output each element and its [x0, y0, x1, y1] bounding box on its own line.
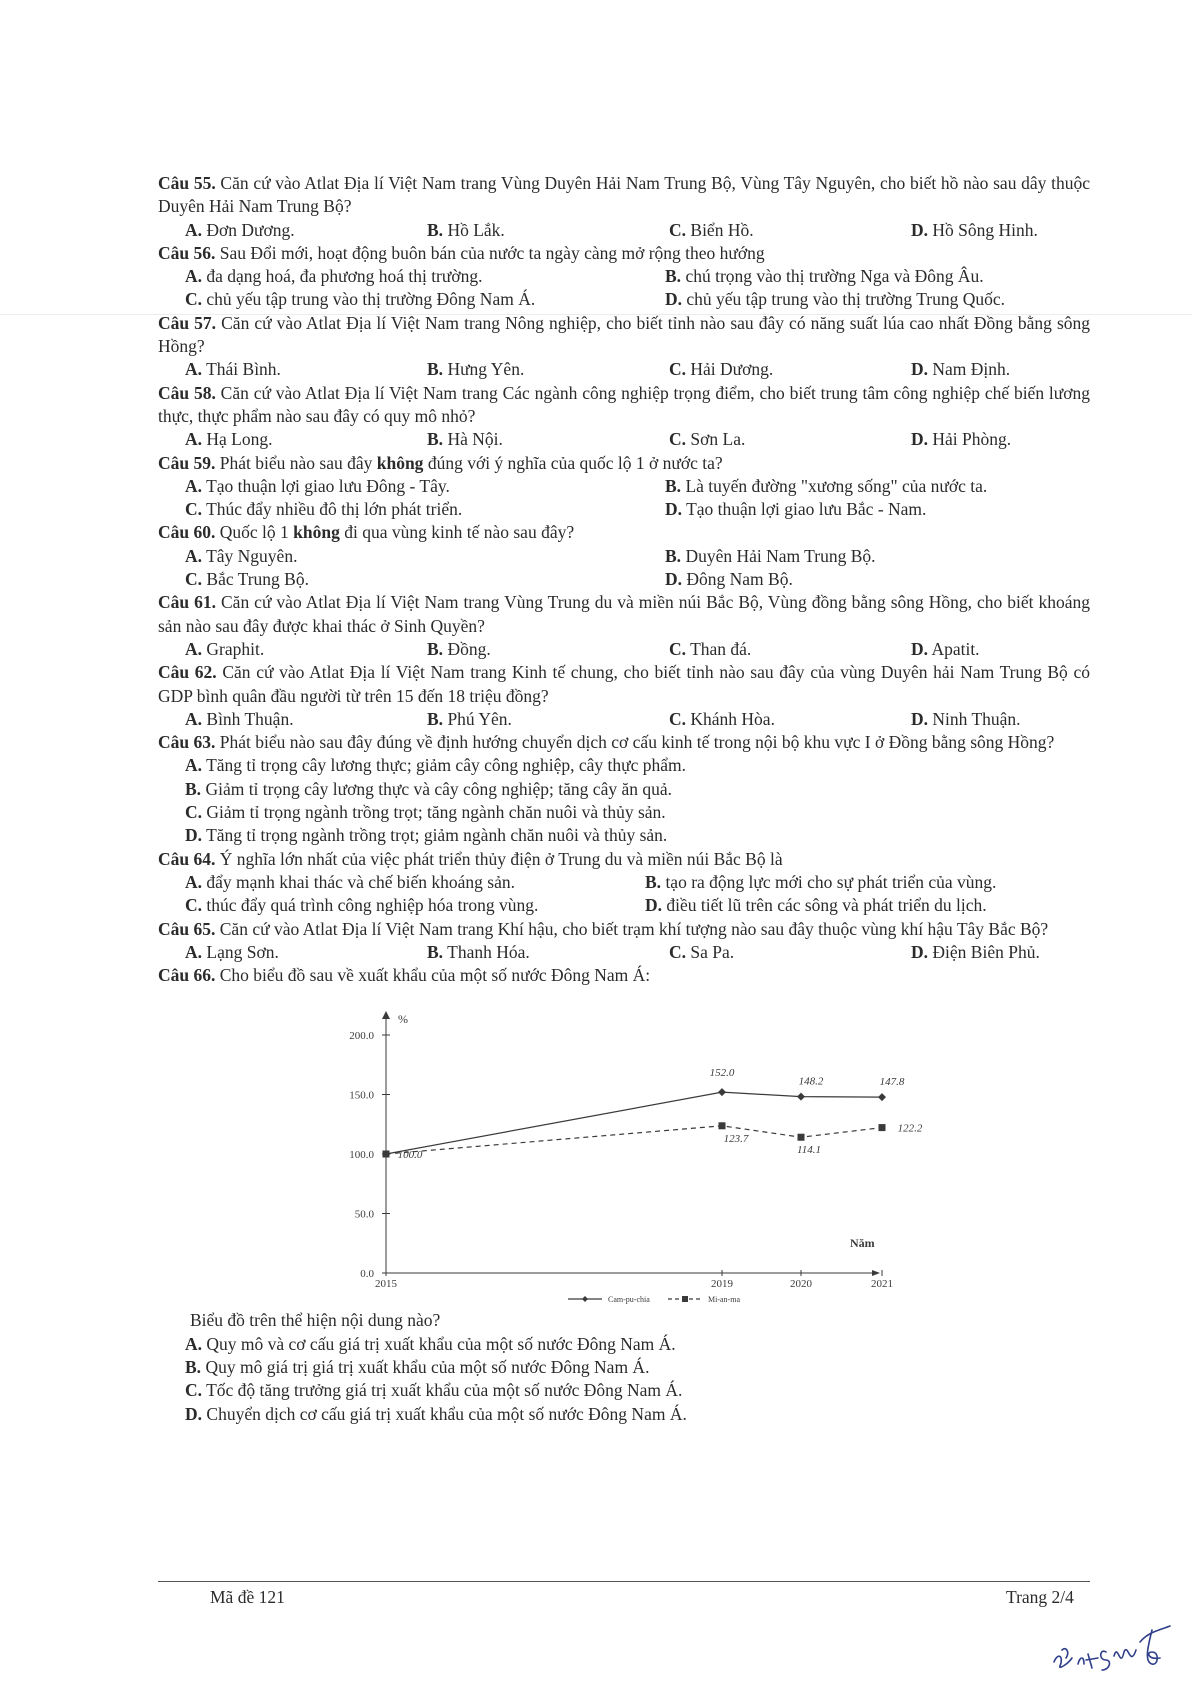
- y-tick-label: 0.0: [360, 1268, 374, 1281]
- question-stem-end: đúng với ý nghĩa của quốc lộ 1 ở nước ta?: [427, 452, 723, 473]
- option-a[interactable]: A. Bình Thuận.: [185, 708, 294, 729]
- x-tick-label: 2019: [711, 1278, 733, 1291]
- option-d[interactable]: D. Apatit.: [911, 638, 980, 659]
- answer-options: [158, 265, 1090, 312]
- x-tick-label: 2020: [790, 1278, 812, 1291]
- y-tick-label: 150.0: [349, 1089, 374, 1102]
- question-number: Câu 59.: [158, 452, 216, 473]
- y-tick-label: 200.0: [349, 1030, 374, 1043]
- legend-marker-mi-an-ma: [682, 1296, 688, 1302]
- x-axis-title: Năm: [850, 1236, 875, 1251]
- option-b[interactable]: B. Duyên Hải Nam Trung Bộ.: [665, 545, 876, 566]
- exam-code: Mã đề 121: [210, 1587, 285, 1607]
- question-number: Câu 57.: [158, 312, 217, 333]
- data-label: 147.8: [879, 1076, 905, 1089]
- chart-block: [158, 987, 1090, 1309]
- option-a[interactable]: A. Hạ Long.: [185, 429, 273, 450]
- handwritten-signature: [1048, 1612, 1178, 1676]
- question-stem: Căn cứ vào Atlat Địa lí Việt Nam trang Vùng Trung du và miền núi Bắc Bộ, Vùng đồng bằng sông Hồng, cho biết khoáng sản nào sau đây được khai thác ở Sinh Quyền?: [158, 592, 1091, 636]
- data-point-mi-an-ma: [383, 1151, 390, 1158]
- option-b[interactable]: B. tạo ra động lực mới cho sự phát triển của vùng.: [645, 871, 997, 892]
- question-stem: Căn cứ vào Atlat Địa lí Việt Nam trang Vùng Duyên Hải Nam Trung Bộ, Vùng Tây Nguyên, cho biết hồ nào sau dây thuộc Duyên Hải Nam Trung Bộ?: [158, 173, 1090, 217]
- option-c[interactable]: C. Biển Hồ.: [669, 219, 754, 240]
- question-number: Câu 64.: [158, 848, 216, 869]
- legend-marker-cam-pu-chia: [582, 1296, 588, 1302]
- option-c[interactable]: C. Sơn La.: [669, 429, 746, 450]
- y-tick-label: 50.0: [354, 1208, 374, 1221]
- data-label: 123.7: [723, 1133, 749, 1146]
- answer-options: [158, 358, 1090, 381]
- question-59: [158, 452, 1090, 522]
- option-d[interactable]: D. điều tiết lũ trên các sông và phát triển du lịch.: [645, 895, 987, 916]
- question-stem: Phát biểu nào sau đây: [219, 452, 373, 473]
- question-stem: Căn cứ vào Atlat Địa lí Việt Nam trang Các ngành công nghiệp trọng điểm, cho biết trung tâm công nghiệp chế biến lương thực, thực phẩm nào sau đây có quy mô nhỏ?: [158, 382, 1091, 426]
- y-tick-label: 100.0: [349, 1149, 374, 1162]
- question-62: [158, 661, 1090, 731]
- export-growth-chart: [158, 987, 1090, 1309]
- option-d[interactable]: D. Điện Biên Phủ.: [911, 941, 1040, 962]
- exam-content: [158, 172, 1090, 1426]
- option-c[interactable]: C. Than đá.: [669, 638, 752, 659]
- question-65: [158, 918, 1090, 965]
- data-label: 100.0: [397, 1149, 423, 1162]
- option-d[interactable]: D. Đông Nam Bộ.: [665, 569, 793, 590]
- option-b[interactable]: B. Phú Yên.: [427, 708, 512, 729]
- option-b[interactable]: B. Hồ Lắk.: [427, 219, 505, 240]
- data-label: 122.2: [897, 1122, 923, 1135]
- question-stem-end: đi qua vùng kinh tế nào sau đây?: [344, 522, 575, 543]
- chart-question: Biểu đồ trên thể hiện nội dung nào?: [190, 1310, 441, 1331]
- question-stem: Phát biểu nào sau đây đúng về định hướng chuyển dịch cơ cấu kinh tế trong nội bộ khu vực I ở Đồng bằng sông Hồng?: [219, 732, 1055, 753]
- answer-options: [158, 1333, 1090, 1426]
- option-d[interactable]: D. Tạo thuận lợi giao lưu Bắc - Nam.: [665, 499, 927, 520]
- data-point-mi-an-ma: [798, 1134, 805, 1141]
- question-56: [158, 242, 1090, 312]
- question-number: Câu 65.: [158, 918, 216, 939]
- question-61: [158, 591, 1090, 661]
- option-b[interactable]: B. Thanh Hóa.: [427, 941, 530, 962]
- answer-options: [158, 754, 1090, 847]
- question-number: Câu 61.: [158, 592, 216, 613]
- option-d[interactable]: D. Hồ Sông Hinh.: [911, 219, 1038, 240]
- y-axis-unit: %: [398, 1012, 408, 1027]
- footer-divider: [158, 1581, 1090, 1582]
- option-a[interactable]: A. đa dạng hoá, đa phương hoá thị trường.: [185, 266, 483, 287]
- option-d[interactable]: D. Tăng tỉ trọng ngành trồng trọt; giảm ngành chăn nuôi và thủy sản.: [185, 825, 668, 846]
- option-c[interactable]: C. Khánh Hòa.: [669, 708, 775, 729]
- question-stem: Cho biểu đồ sau về xuất khẩu của một số nước Đông Nam Á:: [219, 965, 651, 986]
- answer-options: [158, 708, 1090, 731]
- question-number: Câu 60.: [158, 522, 216, 543]
- option-c[interactable]: C. Sa Pa.: [669, 941, 735, 962]
- option-b[interactable]: B. Hưng Yên.: [427, 359, 525, 380]
- x-tick-label: 2015: [375, 1278, 397, 1291]
- question-58: [158, 382, 1090, 452]
- legend-label-mi-an-ma: Mi-an-ma: [708, 1295, 740, 1305]
- option-d[interactable]: D. chủ yếu tập trung vào thị trường Trung Quốc.: [665, 289, 1006, 310]
- legend-label-cam-pu-chia: Cam-pu-chia: [608, 1295, 650, 1305]
- answer-options: [158, 428, 1090, 451]
- question-number: Câu 62.: [158, 662, 217, 683]
- option-a[interactable]: A. Thái Bình.: [185, 359, 281, 380]
- option-a[interactable]: A. Quy mô và cơ cấu giá trị xuất khẩu của một số nước Đông Nam Á.: [185, 1333, 676, 1354]
- data-label: 114.1: [797, 1144, 821, 1157]
- option-d[interactable]: D. Nam Định.: [911, 359, 1011, 380]
- question-stem: Quốc lộ 1: [219, 522, 289, 543]
- option-c[interactable]: C. Tốc độ tăng trưởng giá trị xuất khẩu của một số nước Đông Nam Á.: [185, 1380, 683, 1401]
- option-d[interactable]: D. Ninh Thuận.: [911, 708, 1021, 729]
- data-point-cam-pu-chia: [718, 1089, 726, 1097]
- answer-options: [158, 941, 1090, 964]
- option-a[interactable]: A. Lạng Sơn.: [185, 941, 279, 962]
- option-b[interactable]: B. Là tuyến đường "xương sống" của nước ta.: [665, 475, 988, 496]
- data-point-mi-an-ma: [719, 1123, 726, 1130]
- data-label: 148.2: [798, 1076, 824, 1089]
- question-55: [158, 172, 1090, 242]
- answer-options: [158, 475, 1090, 522]
- question-number: Câu 58.: [158, 382, 216, 403]
- option-d[interactable]: D. Chuyển dịch cơ cấu giá trị xuất khẩu của một số nước Đông Nam Á.: [185, 1403, 687, 1424]
- option-b[interactable]: B. Quy mô giá trị giá trị xuất khẩu của một số nước Đông Nam Á.: [185, 1356, 650, 1377]
- option-a[interactable]: A. Graphit.: [185, 638, 265, 659]
- option-c[interactable]: C. chủ yếu tập trung vào thị trường Đông Nam Á.: [185, 289, 536, 310]
- data-point-cam-pu-chia: [797, 1093, 805, 1101]
- question-60: [158, 521, 1090, 591]
- data-label: 152.0: [709, 1067, 735, 1080]
- page-number: Trang 2/4: [1006, 1587, 1074, 1607]
- data-point-cam-pu-chia: [878, 1094, 886, 1102]
- question-stem: Ý nghĩa lớn nhất của việc phát triển thủy điện ở Trung du và miền núi Bắc Bộ là: [219, 848, 783, 869]
- option-b[interactable]: B. Hà Nội.: [427, 429, 503, 450]
- question-57: [158, 312, 1090, 382]
- question-number: Câu 63.: [158, 732, 216, 753]
- answer-options: [158, 545, 1090, 592]
- x-tick-label: 2021: [871, 1278, 893, 1291]
- answer-options: [158, 638, 1090, 661]
- question-number: Câu 66.: [158, 965, 216, 986]
- question-64: [158, 848, 1090, 918]
- data-point-mi-an-ma: [879, 1124, 886, 1131]
- emphasis-word: không: [293, 522, 340, 543]
- question-66: [158, 964, 1090, 1426]
- question-stem: Căn cứ vào Atlat Địa lí Việt Nam trang Khí hậu, cho biết trạm khí tượng nào sau đây thuộc vùng khí hậu Tây Bắc Bộ?: [219, 918, 1049, 939]
- option-a[interactable]: A. Tăng tỉ trọng cây lương thực; giảm cây công nghiệp, cây thực phẩm.: [185, 755, 687, 776]
- question-stem: Căn cứ vào Atlat Địa lí Việt Nam trang Kinh tế chung, cho biết tỉnh nào sau đây của vùng Duyên hải Nam Trung Bộ có GDP bình quân đầu người từ trên 15 đến 18 triệu đồng?: [158, 662, 1090, 706]
- option-c[interactable]: C. Hải Dương.: [669, 359, 774, 380]
- option-d[interactable]: D. Hải Phòng.: [911, 429, 1012, 450]
- question-stem: Sau Đổi mới, hoạt động buôn bán của nước ta ngày càng mở rộng theo hướng: [219, 242, 765, 263]
- option-a[interactable]: A. Đơn Dương.: [185, 219, 295, 240]
- option-c[interactable]: C. Bắc Trung Bộ.: [185, 569, 309, 590]
- question-stem: Căn cứ vào Atlat Địa lí Việt Nam trang Nông nghiệp, cho biết tỉnh nào sau đây có năng suất lúa cao nhất Đồng bằng sông Hồng?: [158, 312, 1091, 357]
- emphasis-word: không: [376, 452, 424, 473]
- option-b[interactable]: B. Đồng.: [427, 638, 491, 659]
- option-c[interactable]: C. thúc đẩy quá trình công nghiệp hóa trong vùng.: [185, 895, 539, 916]
- x-axis-arrow: [872, 1270, 880, 1276]
- answer-options: [158, 871, 1090, 918]
- y-axis-arrow: [382, 1011, 390, 1019]
- option-a[interactable]: A. đẩy mạnh khai thác và chế biến khoáng sản.: [185, 871, 515, 892]
- option-b[interactable]: B. Giảm tỉ trọng cây lương thực và cây công nghiệp; tăng cây ăn quả.: [185, 778, 672, 799]
- option-b[interactable]: B. chú trọng vào thị trường Nga và Đông Âu.: [665, 266, 984, 287]
- option-a[interactable]: A. Tạo thuận lợi giao lưu Đông - Tây.: [185, 475, 450, 496]
- option-c[interactable]: C. Thúc đẩy nhiều đô thị lớn phát triển.: [185, 499, 463, 520]
- option-c[interactable]: C. Giảm tỉ trọng ngành trồng trọt; tăng ngành chăn nuôi và thủy sản.: [185, 802, 666, 823]
- question-number: Câu 56.: [158, 242, 216, 263]
- option-a[interactable]: A. Tây Nguyên.: [185, 545, 298, 566]
- question-63: [158, 731, 1090, 847]
- answer-options: [158, 219, 1090, 242]
- question-number: Câu 55.: [158, 173, 216, 193]
